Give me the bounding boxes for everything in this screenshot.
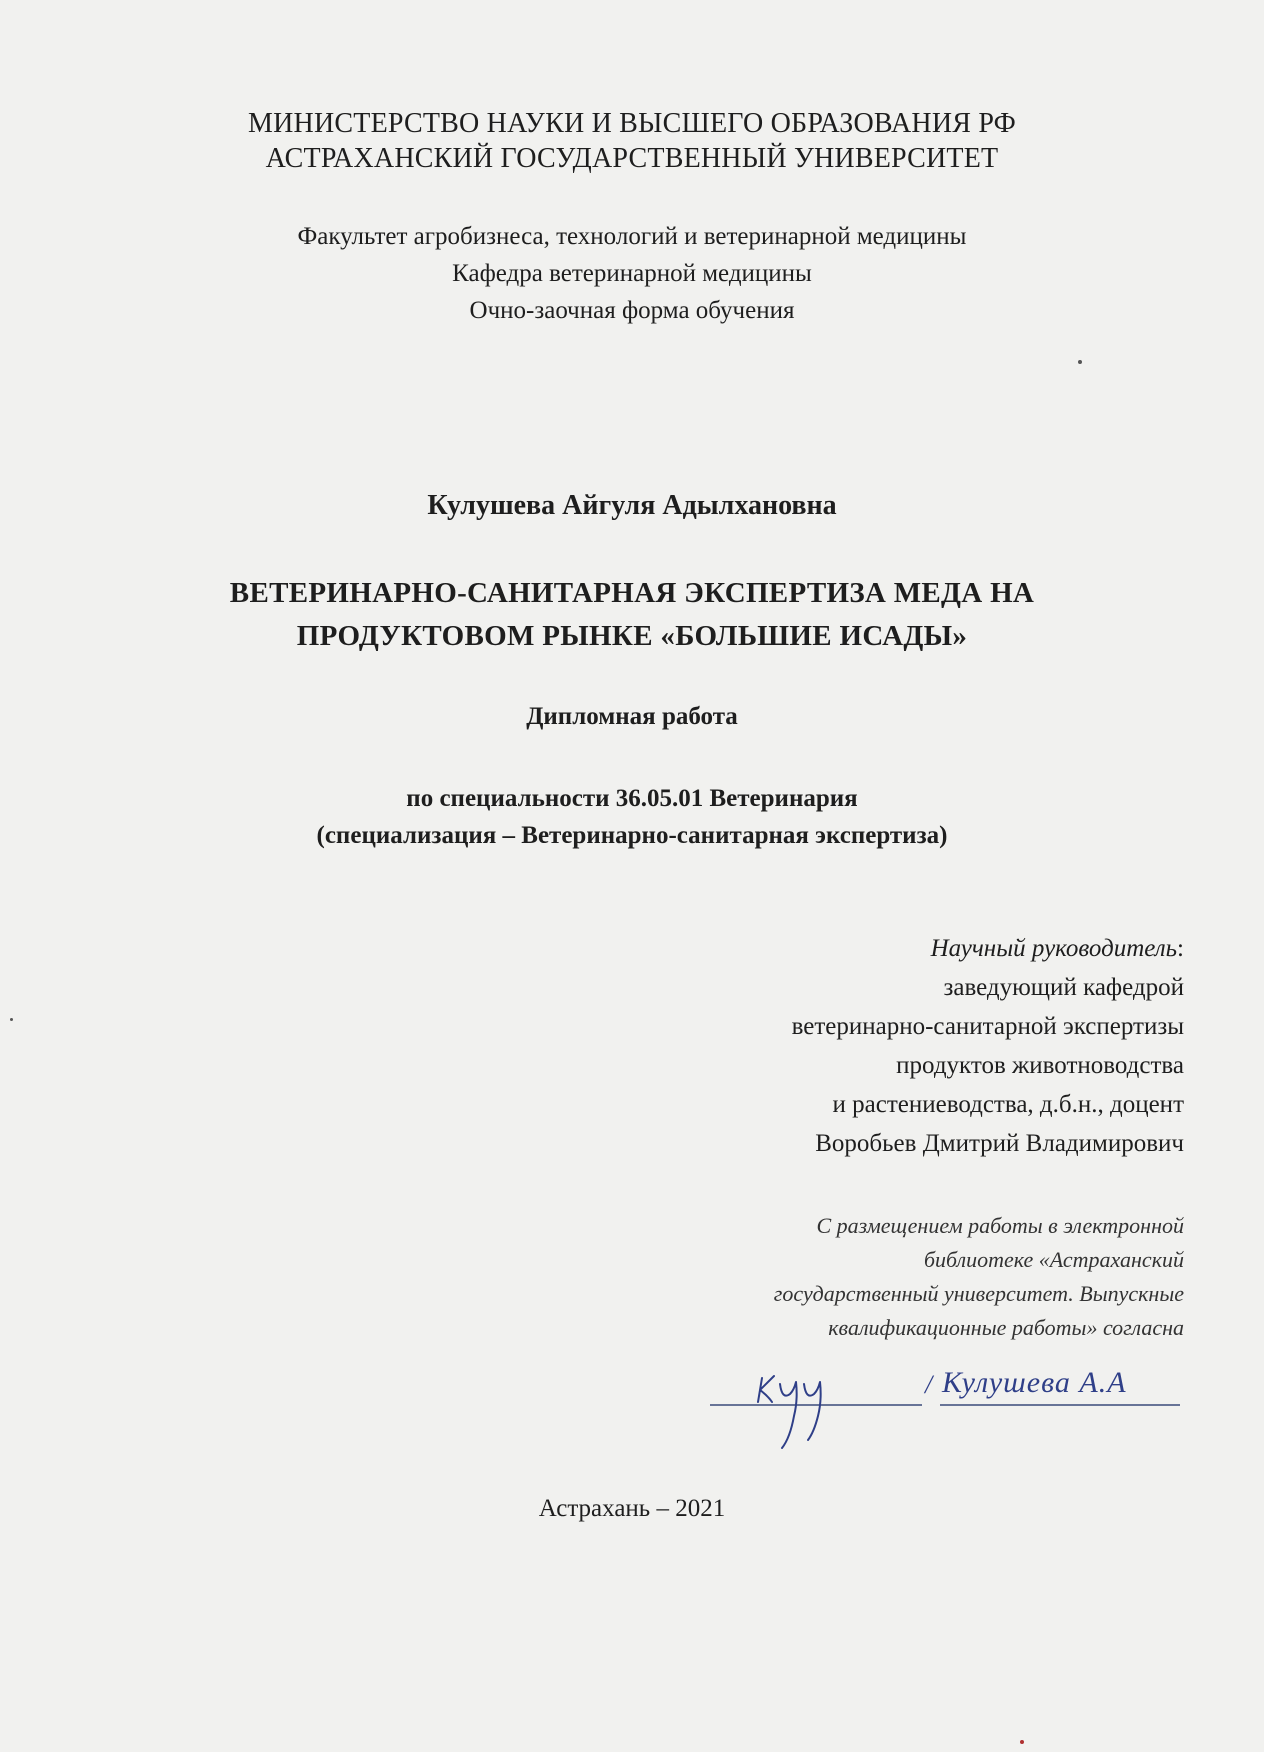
consent-line-3: государственный университет. Выпускные — [773, 1281, 1184, 1306]
study-form-line: Очно-заочная форма обучения — [469, 297, 795, 324]
work-type: Дипломная работа — [526, 703, 738, 730]
consent-line-1: С размещением работы в электронной — [816, 1213, 1184, 1238]
supervisor-label-line — [931, 935, 1184, 963]
supervisor-position-2: ветеринарно-санитарной экспертизы — [791, 1013, 1184, 1040]
city-year: Астрахань – 2021 — [538, 1495, 726, 1522]
thesis-title-line-2: ПРОДУКТОВОМ РЫНКЕ «БОЛЬШИЕ ИСАДЫ» — [296, 620, 968, 652]
supervisor-colon: : — [1177, 935, 1184, 962]
scan-speck — [10, 1018, 13, 1021]
supervisor-label: Научный руководитель — [930, 935, 1178, 962]
scan-speck — [1020, 1740, 1024, 1744]
signature-area — [700, 1360, 1190, 1460]
author-name: Кулушева Айгуля Адылхановна — [427, 490, 837, 521]
consent-line-4: квалификационные работы» согласна — [828, 1315, 1184, 1340]
supervisor-name: Воробьев Дмитрий Владимирович — [815, 1130, 1184, 1157]
thesis-title-line-1: ВЕТЕРИНАРНО-САНИТАРНАЯ ЭКСПЕРТИЗА МЕДА НА — [229, 577, 1035, 609]
consent-line-2: библиотеке «Астраханский — [923, 1247, 1184, 1272]
faculty-line: Факультет агробизнеса, технологий и ветеринарной медицины — [297, 223, 967, 250]
specialty-line-1: по специальности 36.05.01 Ветеринария — [406, 785, 858, 812]
signature-separator: / — [925, 1370, 933, 1399]
ministry-line: МИНИСТЕРСТВО НАУКИ И ВЫСШЕГО ОБРАЗОВАНИЯ РФ — [248, 108, 1016, 139]
department-line: Кафедра ветеринарной медицины — [452, 260, 812, 287]
supervisor-position-4: и растениеводства, д.б.н., доцент — [832, 1091, 1184, 1118]
university-line: АСТРАХАНСКИЙ ГОСУДАРСТВЕННЫЙ УНИВЕРСИТЕТ — [265, 143, 999, 174]
scan-speck — [1078, 360, 1082, 364]
specialty-line-2: (специализация – Ветеринарно-санитарная экспертиза) — [316, 822, 948, 849]
handwritten-signature — [758, 1376, 821, 1448]
supervisor-position-3: продуктов животноводства — [896, 1052, 1184, 1079]
handwritten-name: Кулушева А.А — [942, 1366, 1127, 1399]
supervisor-position-1: заведующий кафедрой — [943, 974, 1184, 1001]
